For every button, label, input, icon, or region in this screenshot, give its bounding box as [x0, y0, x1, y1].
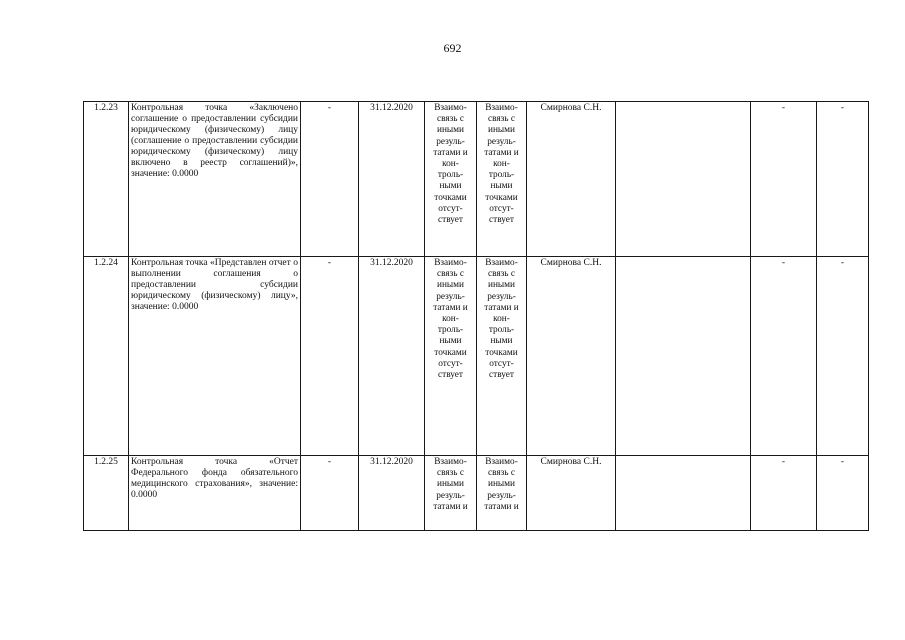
relation-text-line: татами и	[484, 147, 519, 158]
relation-text-line: иными	[487, 125, 516, 136]
responsible-person-cell: Смирнова С.Н.	[527, 456, 616, 531]
relation-cell-a	[425, 102, 477, 257]
relation-text-line: резуль-	[487, 490, 516, 501]
control-point-name-cell: Контрольная точка «Представлен отчет о выполнении соглашения о предоставлении субсидии юридическому (физическому) лицу», значение: 0.0000	[129, 257, 301, 456]
relation-text-line: троль-	[437, 170, 464, 181]
relation-text-line: связь с	[436, 269, 465, 280]
relation-text-line: отсут-	[489, 358, 514, 369]
relation-text-line: ными	[490, 181, 513, 192]
status-cell: -	[817, 456, 869, 531]
relation-text-line: Взаимо-	[485, 258, 518, 268]
relation-text-line: Взаимо-	[434, 103, 467, 113]
control-point-name-cell: Контрольная точка «Заключено соглашение о предоставлении субсидии юридическому (физическому) лицу (соглашение о предоставлении субсидии юридическому (физическому) лицу включено в реестр соглашений)», значение: 0.0000	[129, 102, 301, 257]
relation-text-line: отсут-	[489, 203, 514, 214]
relation-text-line: резуль-	[436, 490, 465, 501]
level-cell: -	[751, 456, 817, 531]
relation-text-line: Взаимо-	[485, 103, 518, 113]
relation-text-line: троль-	[488, 170, 515, 181]
relation-cell-a	[425, 456, 477, 531]
relation-text-line: татами и	[433, 147, 468, 158]
start-date-cell: -	[301, 456, 359, 531]
relation-text-line: троль-	[488, 325, 515, 336]
relation-cell-b	[477, 257, 527, 456]
relation-text-line: ствует	[438, 215, 463, 226]
start-date-cell: -	[301, 257, 359, 456]
document-cell	[616, 102, 751, 257]
relation-text-line: кон-	[442, 314, 459, 325]
relation-text-line: иными	[436, 125, 465, 136]
relation-text-line: иными	[487, 479, 516, 490]
control-points-table	[83, 101, 869, 531]
row-number-cell: 1.2.24	[84, 257, 129, 456]
relation-text-line: иными	[436, 479, 465, 490]
page-number: 692	[443, 41, 462, 55]
relation-text-line: кон-	[442, 159, 459, 170]
level-cell: -	[751, 257, 817, 456]
relation-text-line: татами и	[433, 501, 468, 512]
table-row	[84, 456, 869, 531]
relation-text-line: связь с	[487, 468, 516, 479]
relation-text-line: точками	[434, 192, 467, 203]
relation-text-line: ствует	[438, 370, 463, 381]
relation-text-line: иными	[436, 280, 465, 291]
responsible-person-cell: Смирнова С.Н.	[527, 257, 616, 456]
relation-text-line: отсут-	[438, 203, 463, 214]
relation-text-line: ствует	[489, 215, 514, 226]
relation-text-line: Взаимо-	[434, 457, 467, 467]
relation-text-line: троль-	[437, 325, 464, 336]
level-cell: -	[751, 102, 817, 257]
responsible-person-cell: Смирнова С.Н.	[527, 102, 616, 257]
relation-text-line: связь с	[487, 269, 516, 280]
relation-text-line: отсут-	[438, 358, 463, 369]
table-row	[84, 102, 869, 257]
relation-text-line: точками	[485, 192, 518, 203]
relation-cell-b	[477, 102, 527, 257]
end-date-cell: 31.12.2020	[359, 102, 425, 257]
relation-text-line: связь с	[487, 114, 516, 125]
relation-text-line: татами и	[484, 302, 519, 313]
relation-text-line: татами и	[484, 501, 519, 512]
start-date-cell: -	[301, 102, 359, 257]
relation-text-line: ствует	[489, 370, 514, 381]
relation-text-line: резуль-	[487, 291, 516, 302]
relation-text-line: резуль-	[436, 136, 465, 147]
relation-text-line: точками	[434, 347, 467, 358]
relation-text-line: Взаимо-	[485, 457, 518, 467]
relation-text-line: иными	[487, 280, 516, 291]
status-cell: -	[817, 257, 869, 456]
end-date-cell: 31.12.2020	[359, 456, 425, 531]
relation-text-line: резуль-	[436, 291, 465, 302]
relation-text-line: ными	[439, 336, 462, 347]
document-cell	[616, 456, 751, 531]
relation-text-line: Взаимо-	[434, 258, 467, 268]
relation-text-line: ными	[439, 181, 462, 192]
relation-text-line: резуль-	[487, 136, 516, 147]
relation-text-line: кон-	[493, 314, 510, 325]
relation-text-line: связь с	[436, 468, 465, 479]
relation-text-line: ными	[490, 336, 513, 347]
control-point-name-cell: Контрольная точка «Отчет Федерального фонда обязательного медицинского страхования», значение: 0.0000	[129, 456, 301, 531]
end-date-cell: 31.12.2020	[359, 257, 425, 456]
row-number-cell: 1.2.25	[84, 456, 129, 531]
status-cell: -	[817, 102, 869, 257]
relation-text-line: точками	[485, 347, 518, 358]
relation-cell-b	[477, 456, 527, 531]
relation-text-line: кон-	[493, 159, 510, 170]
row-number-cell: 1.2.23	[84, 102, 129, 257]
relation-text-line: связь с	[436, 114, 465, 125]
relation-cell-a	[425, 257, 477, 456]
table-row	[84, 257, 869, 456]
relation-text-line: татами и	[433, 302, 468, 313]
document-cell	[616, 257, 751, 456]
